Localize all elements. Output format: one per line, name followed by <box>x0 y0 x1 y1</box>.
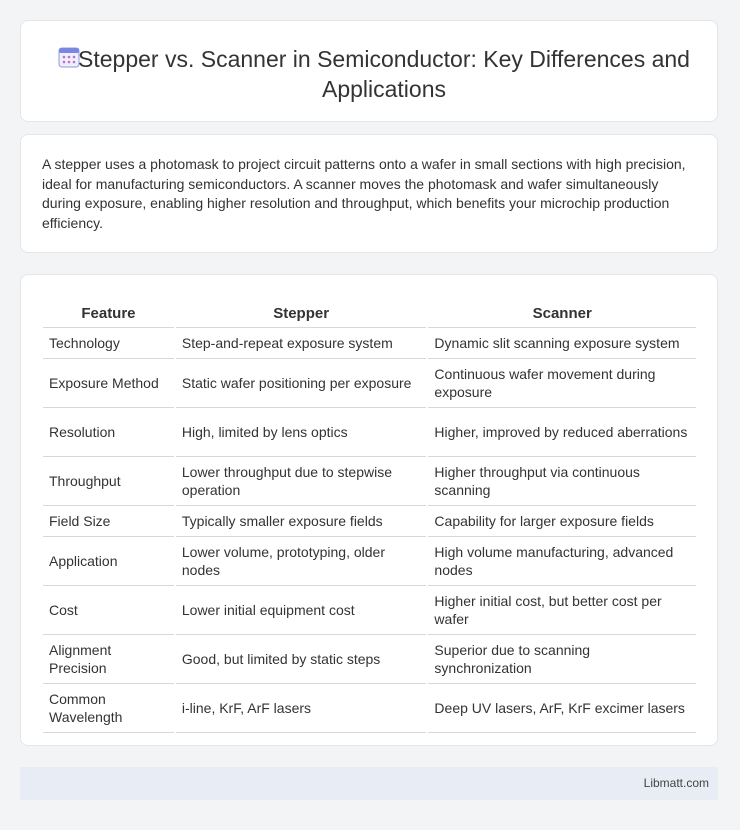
feature-cell: Field Size <box>43 506 174 537</box>
feature-cell: Common Wavelength <box>43 684 174 733</box>
table-row <box>43 506 696 537</box>
footer-brand-link[interactable]: Libmatt.com <box>643 776 709 790</box>
feature-cell: Cost <box>43 586 174 635</box>
stepper-cell: Lower throughput due to stepwise operation <box>176 457 427 506</box>
stepper-cell: Lower initial equipment cost <box>176 586 427 635</box>
feature-cell: Application <box>43 537 174 586</box>
feature-cell: Resolution <box>43 408 174 457</box>
table-row <box>43 684 696 733</box>
stepper-cell: High, limited by lens optics <box>176 408 427 457</box>
title-card <box>20 20 718 122</box>
scanner-cell: Higher throughput via continuous scanning <box>428 457 696 506</box>
table-header-row <box>43 295 696 328</box>
stepper-cell: i-line, KrF, ArF lasers <box>176 684 427 733</box>
scanner-cell: Superior due to scanning synchronization <box>428 635 696 684</box>
scanner-cell: Deep UV lasers, ArF, KrF excimer lasers <box>428 684 696 733</box>
stepper-cell: Static wafer positioning per exposure <box>176 359 427 408</box>
stepper-cell: Good, but limited by static steps <box>176 635 427 684</box>
scanner-cell: High volume manufacturing, advanced nodes <box>428 537 696 586</box>
page-title: Stepper vs. Scanner in Semiconductor: Key Differences and Applications <box>78 46 690 102</box>
feature-cell: Technology <box>43 328 174 359</box>
header-stepper: Stepper <box>176 295 427 328</box>
comparison-card <box>20 274 718 746</box>
table-row <box>43 359 696 408</box>
table-row <box>43 635 696 684</box>
table-row <box>43 537 696 586</box>
table-row <box>43 328 696 359</box>
header-feature: Feature <box>43 295 174 328</box>
table-row <box>43 408 696 457</box>
feature-cell: Exposure Method <box>43 359 174 408</box>
scanner-cell: Higher initial cost, but better cost per wafer <box>428 586 696 635</box>
intro-card <box>20 134 718 253</box>
scanner-cell: Dynamic slit scanning exposure system <box>428 328 696 359</box>
stepper-cell: Typically smaller exposure fields <box>176 506 427 537</box>
feature-cell: Throughput <box>43 457 174 506</box>
stepper-cell: Step-and-repeat exposure system <box>176 328 427 359</box>
stepper-cell: Lower volume, prototyping, older nodes <box>176 537 427 586</box>
header-scanner: Scanner <box>428 295 696 328</box>
footer-bar <box>20 767 718 800</box>
feature-cell: Alignment Precision <box>43 635 174 684</box>
comparison-table <box>41 295 698 733</box>
table-row <box>43 586 696 635</box>
scanner-cell: Higher, improved by reduced aberrations <box>428 408 696 457</box>
scanner-cell: Capability for larger exposure fields <box>428 506 696 537</box>
scanner-cell: Continuous wafer movement during exposure <box>428 359 696 408</box>
intro-paragraph: A stepper uses a photomask to project circuit patterns onto a wafer in small sections with high precision, ideal for manufacturing semiconductors. A scanner moves the photomask and wafer simultaneously during exposure, enabling higher resolution and throughput, which benefits your microchip production efficiency. <box>42 156 686 231</box>
table-row <box>43 457 696 506</box>
